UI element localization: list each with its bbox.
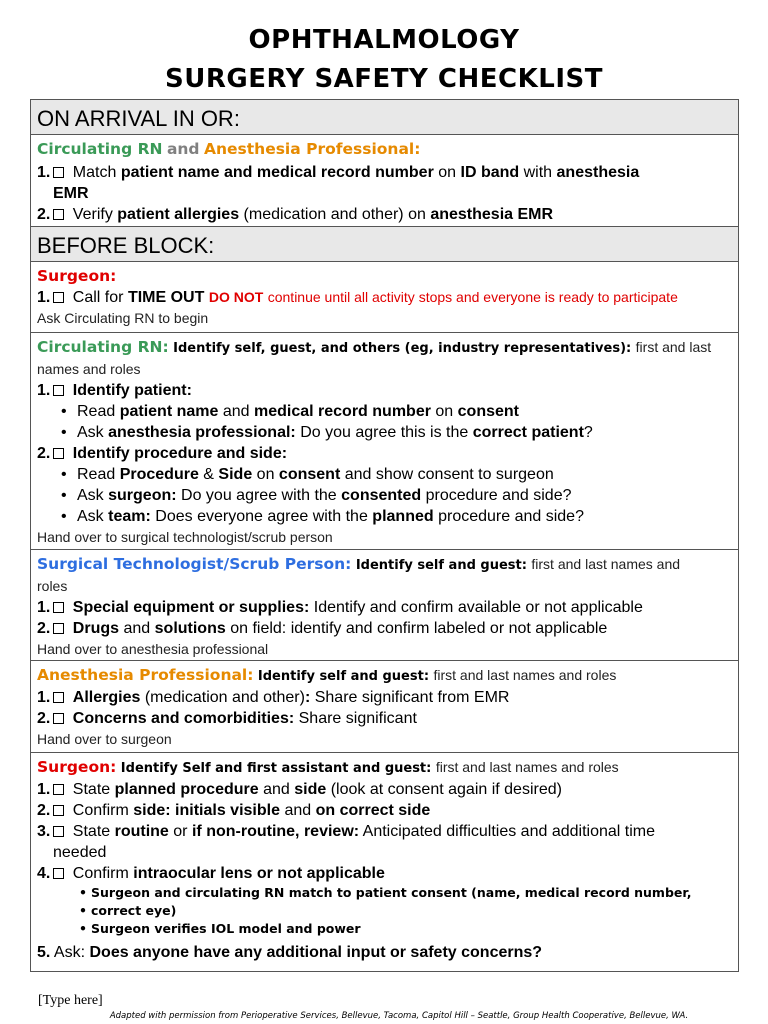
surgeon2-item-3: 3. State routine or if non-routine, review: Anticipated difficulties and additional time (37, 823, 655, 840)
checkbox-icon[interactable] (53, 713, 64, 724)
surgeon-timeout-section (31, 262, 738, 333)
role-surgeon: Surgeon: (37, 267, 117, 285)
checkbox-icon[interactable] (53, 602, 64, 613)
checkbox-icon[interactable] (53, 623, 64, 634)
checkbox-icon[interactable] (53, 209, 64, 220)
handover-text: Hand over to surgeon (37, 731, 172, 747)
surgeon2-item-5: 5. Ask: Does anyone have any additional input or safety concerns? (37, 944, 543, 961)
checkbox-icon[interactable] (53, 868, 64, 879)
checkbox-icon[interactable] (53, 385, 64, 396)
checkbox-icon[interactable] (53, 784, 64, 795)
checkbox-icon[interactable] (53, 805, 64, 816)
handover-text: Hand over to surgical technologist/scrub person (37, 529, 333, 545)
surgeon2-item-4: 4. Confirm intraocular lens or not applicable (37, 865, 385, 882)
circulating-rn-section: Circulating RN: Identify self, guest, and others (eg, industry representatives): first and last names and roles 1. Identify patient: • Read patient name and medical record number on consent • Ask anesthesia professional: Do you agree this is the correct patient? 2. Identify procedure and side: • Read Procedure & Side on consent and show consent to surgeon • Ask surgeon: Do you agree with the consented procedure and side? • Ask team: Does everyone agree with the planned procedure and side? Hand over to surgical technologist/scrub person (31, 333, 738, 550)
checkbox-icon[interactable] (53, 692, 64, 703)
handover-text: Ask Circulating RN to begin (37, 310, 209, 326)
checklist-table (30, 99, 739, 972)
footer-placeholder: [Type here] (38, 993, 103, 1008)
checkbox-icon[interactable] (53, 448, 64, 459)
role-surgeon: Surgeon: (37, 758, 117, 776)
surgeon-confirm-section: Surgeon: Identify Self and first assistant and guest: first and last names and roles 1. State planned procedure and side (look at consent again if desired) 2. Confirm side: initials visible and on correct side 3. State routine or if non-routine, review: Anticipated difficulties and additional time needed 4. Confirm intraocular lens or not applicable • Surgeon and circulating RN match to patient consent (name, medical record number, • correct eye) • Surgeon verifies IOL model and power 5. Ask: Does anyone have any additional input or safety concerns? (31, 753, 738, 971)
surgeon2-item-1: 1. State planned procedure and side (look at consent again if desired) (37, 781, 562, 798)
circ-item-1: 1. Identify patient: (37, 382, 192, 399)
surgeon2-subbullet-2: • Surgeon verifies IOL model and power (37, 920, 738, 938)
role-anesthesia: Anesthesia Professional: (37, 666, 254, 684)
circ-bullet-1: • Read patient name and medical record number on consent (37, 401, 738, 422)
checkbox-icon[interactable] (53, 167, 64, 178)
role-circulating-rn: Circulating RN (37, 140, 163, 158)
section-header-before-block (31, 227, 738, 262)
arrival-header-text: ON ARRIVAL IN OR: (37, 106, 240, 131)
anes-item-1: 1. Allergies (medication and other): Share significant from EMR (37, 689, 510, 706)
arrival-item-1: 1. Match patient name and medical record number on ID band with anesthesia (37, 164, 640, 181)
document-title-line1: OPHTHALMOLOGY (248, 25, 520, 55)
scrub-person-section: Surgical Technologist/Scrub Person: Identify self and guest: first and last names and roles 1. Special equipment or supplies: Identify and confirm available or not applicable 2. Drugs and solutions on field: identify and confirm labeled or not applicable Hand over to anesthesia professional (31, 550, 738, 661)
checkbox-icon[interactable] (53, 826, 64, 837)
anesthesia-section: Anesthesia Professional: Identify self and guest: first and last names and roles 1. Allergies (medication and other): Share significant from EMR 2. Concerns and comorbidities: Share significant Hand over to surgeon (31, 661, 738, 753)
checkbox-icon[interactable] (53, 292, 64, 303)
circ-item-2: 2. Identify procedure and side: (37, 445, 288, 462)
scrub-item-2: 2. Drugs and solutions on field: identify and confirm labeled or not applicable (37, 620, 608, 637)
arrival-item-2: 2. Verify patient allergies (medication and other) on anesthesia EMR (37, 206, 554, 223)
circ-bullet-2: • Ask anesthesia professional: Do you agree this is the correct patient? (37, 422, 738, 443)
role-scrub-person: Surgical Technologist/Scrub Person: (37, 555, 352, 573)
before-block-header-text: BEFORE BLOCK: (37, 233, 215, 258)
circ-bullet-4: • Ask surgeon: Do you agree with the consented procedure and side? (37, 485, 738, 506)
role-circulating-rn: Circulating RN: (37, 338, 169, 356)
handover-text: Hand over to anesthesia professional (37, 641, 269, 657)
document-title-line2: SURGERY SAFETY CHECKLIST (165, 64, 603, 94)
surgeon2-item-2: 2. Confirm side: initials visible and on correct side (37, 802, 431, 819)
role-and: and (166, 140, 200, 158)
circ-bullet-3: • Read Procedure & Side on consent and show consent to surgeon (37, 464, 738, 485)
surgeon-item-1: 1. Call for TIME OUT DO NOT continue until all activity stops and everyone is ready to participate (37, 289, 678, 306)
arrival-item-1-cont: EMR (53, 185, 89, 202)
surgeon2-subbullet-1: • Surgeon and circulating RN match to patient consent (name, medical record number, (37, 884, 738, 902)
footer-credit: Adapted with permission from Perioperative Services, Bellevue, Tacoma, Capitol Hill – Seattle, Group Health Cooperative, Bellevue, WA. (109, 1011, 689, 1021)
anes-item-2: 2. Concerns and comorbidities: Share significant (37, 710, 417, 727)
circ-bullet-5: • Ask team: Does everyone agree with the planned procedure and side? (37, 506, 738, 527)
scrub-item-1: 1. Special equipment or supplies: Identify and confirm available or not applicable (37, 599, 643, 616)
arrival-section (31, 135, 738, 227)
section-header-arrival (31, 100, 738, 135)
role-anesthesia: Anesthesia Professional: (203, 140, 421, 158)
